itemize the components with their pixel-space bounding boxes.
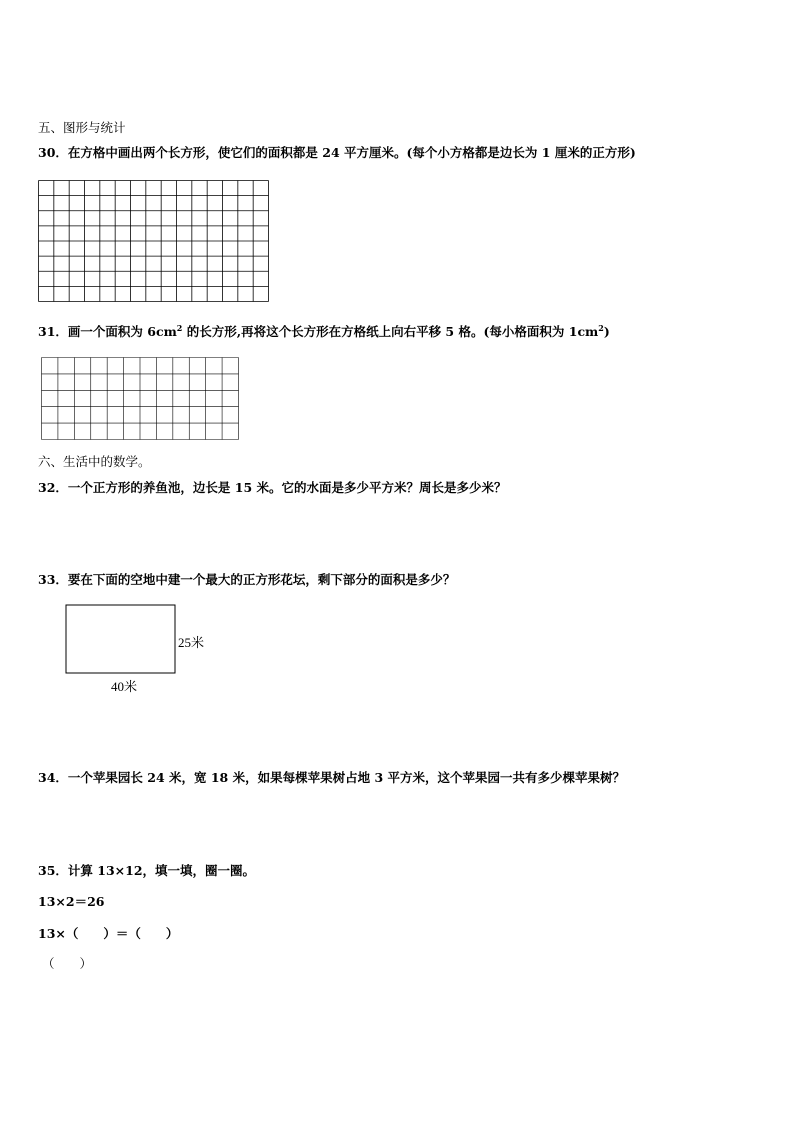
- question-34-number: 34．: [38, 770, 68, 785]
- question-34-text: 一个苹果园长 24 米，宽 18 米，如果每棵苹果树占地 3 平方米，这个苹果园一共有多少棵苹果树？: [67, 770, 626, 785]
- question-31-text-a: 画一个面积为 6cm: [67, 324, 177, 339]
- grid-paper-30: [38, 180, 270, 303]
- calc-line-3: （ ）: [42, 956, 93, 971]
- question-32: [38, 480, 507, 496]
- vacant-lot-rectangle: [65, 604, 177, 675]
- question-31-sup-2: 2: [598, 322, 604, 333]
- grid-paper-31: [41, 357, 240, 441]
- question-33-text: 要在下面的空地中建一个最大的正方形花坛，剩下部分的面积是多少？: [67, 572, 456, 587]
- question-30-number: 30．: [38, 145, 68, 160]
- calc-line-1: 13×2＝26: [38, 894, 105, 909]
- question-30-text: 在方格中画出两个长方形，使它们的面积都是 24 平方厘米。(每个小方格都是边长为 1 厘米的正方形): [67, 145, 636, 160]
- question-31-number: 31．: [38, 324, 68, 339]
- question-35-number: 35．: [38, 863, 68, 878]
- section-5-title: 五、图形与统计: [38, 120, 126, 135]
- question-32-text: 一个正方形的养鱼池，边长是 15 米。它的水面是多少平方米？周长是多少米？: [67, 480, 507, 495]
- width-label: 40米: [111, 679, 138, 694]
- question-31-text-b: 的长方形,再将这个长方形在方格纸上向右平移 5 格。(每小格面积为 1cm: [182, 324, 599, 339]
- question-32-number: 32．: [38, 480, 68, 495]
- question-31: [38, 324, 610, 340]
- question-33-number: 33．: [38, 572, 68, 587]
- question-34: [38, 770, 625, 786]
- question-35-text: 计算 13×12，填一填，圈一圈。: [67, 863, 256, 878]
- height-label: 25米: [178, 635, 205, 650]
- calc-line-2: 13×（ ）＝（ ）: [38, 926, 179, 941]
- question-33: [38, 572, 455, 588]
- question-35: [38, 863, 255, 879]
- question-31-sup-1: 2: [176, 322, 183, 333]
- section-6-title: 六、生活中的数学。: [38, 454, 151, 469]
- question-30: [38, 145, 636, 161]
- question-31-text-c: ): [603, 324, 610, 339]
